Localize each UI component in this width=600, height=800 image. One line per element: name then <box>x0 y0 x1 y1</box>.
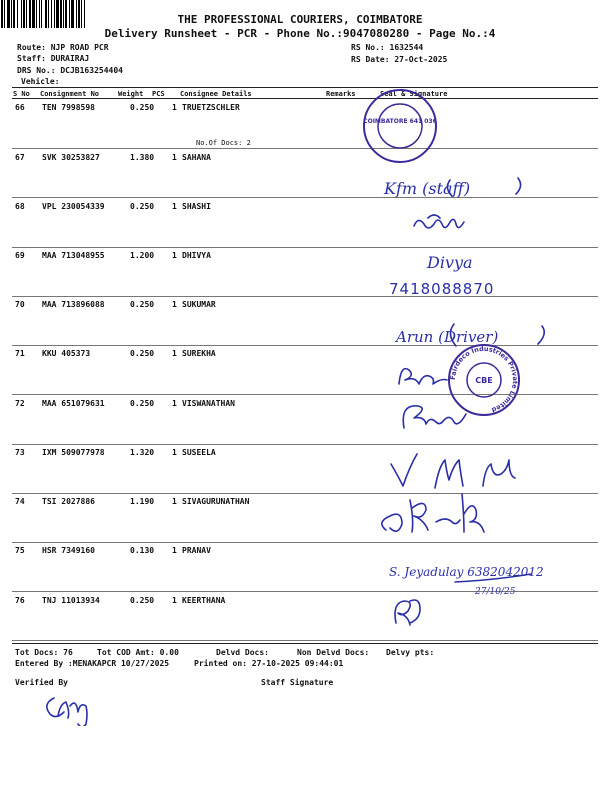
col-weight: Weight <box>118 90 144 98</box>
entered-by: Entered By :MENAKAPCR 10/27/2025 <box>15 659 170 668</box>
row-consignment-no: TSI 2027886 <box>42 497 95 506</box>
row-pcs: 1 <box>172 103 177 112</box>
row-consignee: DHIVYA <box>182 251 211 260</box>
row-sno: 70 <box>15 300 25 309</box>
col-consignee: Consignee Details <box>180 90 252 98</box>
col-consignment: Consignment No <box>40 90 100 98</box>
row-pcs: 1 <box>172 399 177 408</box>
row-sno: 75 <box>15 546 25 555</box>
header-bottom-rule <box>12 98 598 99</box>
row-sno: 76 <box>15 596 25 605</box>
row-pcs: 1 <box>172 300 177 309</box>
total-docs: Tot Docs: 76 <box>15 648 73 657</box>
row-weight: 1.380 <box>130 153 155 162</box>
row-pcs: 1 <box>172 497 177 506</box>
row-consignee: SHASHI <box>182 202 211 211</box>
row-pcs: 1 <box>172 251 177 260</box>
col-seal-signature: Seal & Signature <box>380 90 448 98</box>
total-cod-amount: Tot COD Amt: 0.00 <box>97 648 179 657</box>
drs-label: DRS No.: DCJB163254404 <box>17 66 123 75</box>
verifier-signature <box>40 690 110 726</box>
signature-row67 <box>380 170 530 202</box>
row-consignment-no: IXM 509077978 <box>42 448 105 457</box>
row-divider <box>12 640 598 641</box>
row-consignment-no: TEN 7998598 <box>42 103 95 112</box>
rs-number: RS No.: 1632544 <box>351 43 424 52</box>
row-consignment-no: HSR 7349160 <box>42 546 95 555</box>
row-consignee: SUKUMAR <box>182 300 216 309</box>
row-divider <box>12 542 598 543</box>
row-pcs: 1 <box>172 202 177 211</box>
row-weight: 1.320 <box>130 448 155 457</box>
row-sno: 74 <box>15 497 25 506</box>
row-consignee: SAHANA <box>182 153 211 162</box>
row-consignment-no: SVK 30253827 <box>42 153 100 162</box>
row-sno: 68 <box>15 202 25 211</box>
row-pcs: 1 <box>172 153 177 162</box>
row-sno: 69 <box>15 251 25 260</box>
row-consignment-no: MAA 651079631 <box>42 399 105 408</box>
row-sno: 73 <box>15 448 25 457</box>
row-consignee: VISWANATHAN <box>182 399 235 408</box>
signature-row68 <box>408 208 478 238</box>
row-weight: 0.250 <box>130 349 155 358</box>
verified-by-label: Verified By <box>15 678 68 687</box>
col-remarks: Remarks <box>326 90 356 98</box>
signature-row75 <box>385 552 575 600</box>
company-name: THE PROFESSIONAL COURIERS, COIMBATORE <box>177 13 423 26</box>
row-sno: 66 <box>15 103 25 112</box>
svg-text:Kfm (staff): Kfm (staff) <box>384 179 471 198</box>
row-consignment-no: VPL 230054339 <box>42 202 105 211</box>
row-pcs: 1 <box>172 448 177 457</box>
staff-label: Staff: DURAIRAJ <box>17 54 90 63</box>
signature-row69 <box>385 248 535 302</box>
row-pcs: 1 <box>172 596 177 605</box>
rs-date: RS Date: 27-Oct-2025 <box>351 55 448 64</box>
row-consignee: TRUETZSCHLER <box>182 103 240 112</box>
row-divider <box>12 444 598 445</box>
row-consignment-no: KKU 405373 <box>42 349 91 358</box>
row-consignment-no: MAA 713896088 <box>42 300 105 309</box>
row-weight: 1.200 <box>130 251 155 260</box>
row-consignee: SUREKHA <box>182 349 216 358</box>
printed-on: Printed on: 27-10-2025 09:44:01 <box>194 659 344 668</box>
row-pcs: 1 <box>172 349 177 358</box>
row-sno: 71 <box>15 349 25 358</box>
stamp2-center-text: CBE <box>475 376 493 385</box>
svg-text:Divya: Divya <box>427 253 473 272</box>
row-weight: 0.250 <box>130 103 155 112</box>
row-weight: 0.250 <box>130 202 155 211</box>
row-weight: 0.130 <box>130 546 155 555</box>
footer-rule <box>12 643 598 644</box>
row-consignee: SIVAGURUNATHAN <box>182 497 250 506</box>
row-consignment-no: MAA 713048955 <box>42 251 105 260</box>
row-weight: 0.250 <box>130 596 155 605</box>
stamp1-text: COIMBATORE 641 036 <box>363 118 437 125</box>
signature-row71 <box>393 360 453 390</box>
col-sno: S No <box>13 90 30 98</box>
company-seal-stamp <box>360 86 440 166</box>
route-label: Route: NJP ROAD PCR <box>17 43 109 52</box>
signature-row72 <box>396 398 476 434</box>
delivery-points: Delvy pts: <box>386 648 435 657</box>
row-consignee: PRANAV <box>182 546 211 555</box>
row-weight: 1.190 <box>130 497 155 506</box>
col-pcs: PCS <box>152 90 165 98</box>
row-sno: 72 <box>15 399 25 408</box>
row-sno: 67 <box>15 153 25 162</box>
row-divider <box>12 148 598 149</box>
header-top-rule <box>12 87 598 88</box>
signature-row70 <box>392 318 547 352</box>
signature-row76 <box>388 595 428 627</box>
delivered-docs: Delvd Docs: <box>216 648 269 657</box>
svg-text:Arun (Driver): Arun (Driver) <box>396 328 499 346</box>
svg-text:27/10/25: 27/10/25 <box>475 587 516 597</box>
row-weight: 0.250 <box>130 300 155 309</box>
stamp2-ring-text: Fairdeco Industries Private Limited <box>448 344 520 414</box>
signature-row74 <box>376 490 516 540</box>
svg-text:7418088870: 7418088870 <box>389 280 495 298</box>
runsheet-title: Delivery Runsheet - PCR - Phone No.:9047080280 - Page No.:4 <box>104 27 496 40</box>
row-weight: 0.250 <box>130 399 155 408</box>
row-consignee: SUSEELA <box>182 448 216 457</box>
row-consignment-no: TNJ 11013934 <box>42 596 100 605</box>
svg-text:S. Jeyadulay 6382042012: S. Jeyadulay 6382042012 <box>389 565 544 579</box>
row-pcs: 1 <box>172 546 177 555</box>
staff-signature-label: Staff Signature <box>261 678 334 687</box>
signature-row73 <box>387 452 527 492</box>
row-consignee: KEERTHANA <box>182 596 226 605</box>
non-delivered-docs: Non Delvd Docs: <box>297 648 370 657</box>
row-note: No.Of Docs: 2 <box>196 139 251 147</box>
vehicle-label: Vehicle: <box>21 77 60 86</box>
